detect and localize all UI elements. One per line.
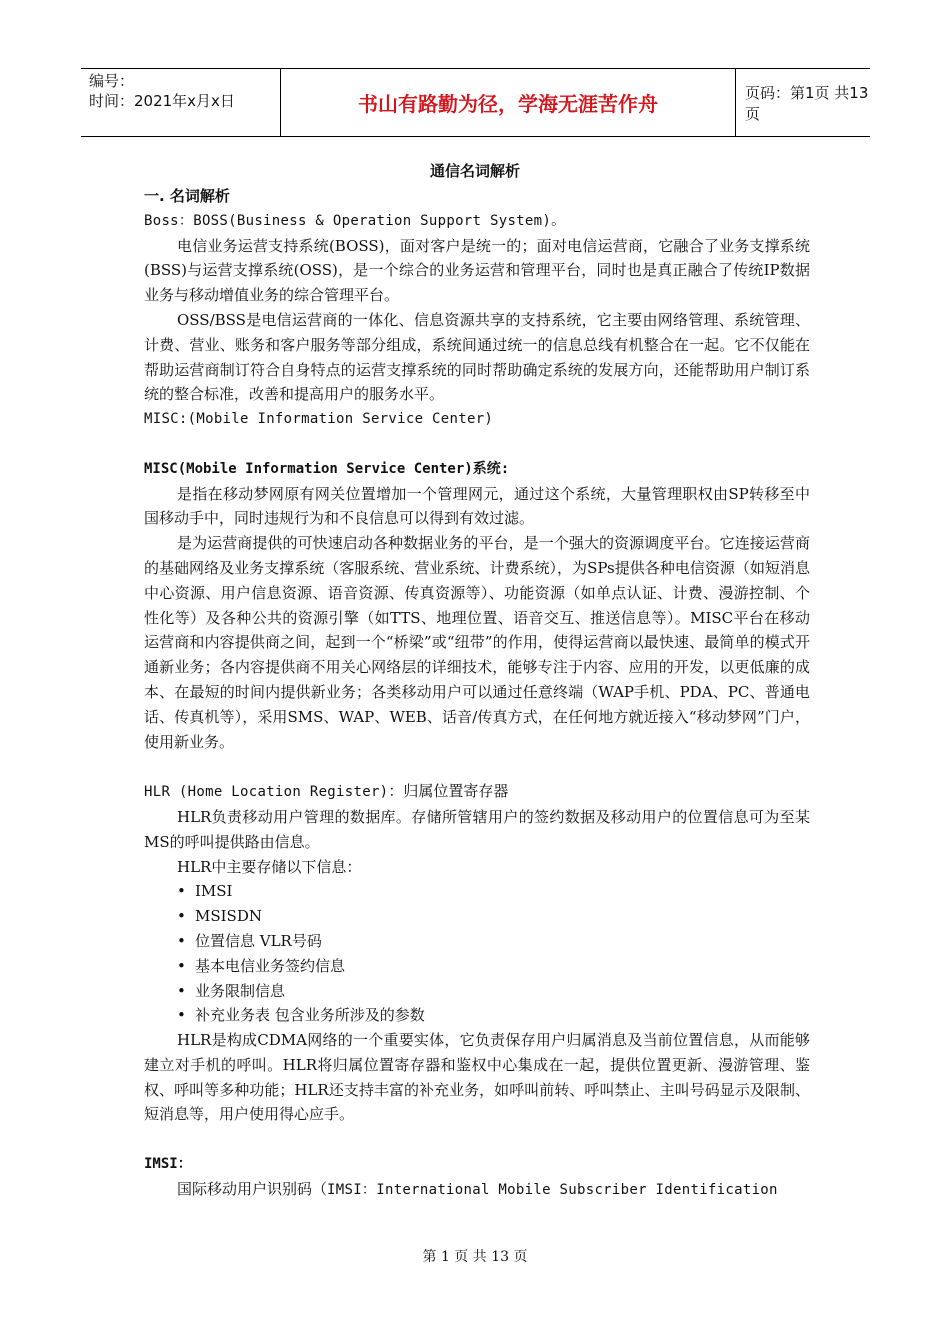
imsi-heading: IMSI： — [144, 1156, 192, 1173]
page-label: 页码：第1页 共13页 — [745, 83, 869, 123]
header-info-cell — [81, 69, 281, 136]
hlr-heading-en: HLR (Home Location Register) — [144, 784, 389, 801]
list-item: • IMSI — [177, 879, 810, 904]
imsi-paragraph-1 — [144, 1177, 810, 1203]
misc-line: MISC:(Mobile Information Service Center) — [144, 411, 494, 428]
number-label: 编号： — [89, 72, 135, 90]
boss-line: Boss：BOSS(Business & Operation Support System)。 — [144, 212, 566, 229]
misc-paragraph-1: 是指在移动梦网原有网关位置增加一个管理网元，通过这个系统，大量管理职权由SP转移至中国移动手中，同时违规行为和不良信息可以得到有效过滤。 — [144, 484, 810, 528]
imsi-paragraph-zh: 国际移动用户识别码（ — [177, 1179, 328, 1198]
list-item: • 补充业务表 包含业务所涉及的参数 — [177, 1003, 810, 1028]
hlr-paragraph-1: HLR负责移动用户管理的数据库。存储所管辖用户的签约数据及移动用户的位置信息可为至某MS的呼叫提供路由信息。 — [144, 807, 810, 851]
section-heading: 一. 名词解析 — [144, 187, 230, 205]
list-item: • 位置信息 VLR号码 — [177, 929, 810, 954]
boss-paragraph-1: 电信业务运营支持系统(BOSS)，面对客户是统一的；面对电信运营商，它融合了业务支撑系统(BSS)与运营支撑系统(OSS)，是一个综合的业务运营和管理平台，同时也是真正融合了传统IP数据业务与移动增值业务的综合管理平台。 — [144, 236, 810, 305]
hlr-heading — [144, 779, 810, 805]
imsi-paragraph-en: IMSI：International Mobile Subscriber Identification — [327, 1181, 778, 1198]
hlr-info-list — [144, 879, 810, 1028]
misc-heading: MISC(Mobile Information Service Center)系统: — [144, 460, 510, 477]
page-footer: 第 1 页 共 13 页 — [422, 1249, 528, 1265]
list-item: • 业务限制信息 — [177, 979, 810, 1004]
time-label: 时间：2021年x月x日 — [89, 92, 235, 110]
misc-paragraph-2: 是为运营商提供的可快速启动各种数据业务的平台，是一个强大的资源调度平台。它连接运营商的基础网络及业务支撑系统（客服系统、营业系统、计费系统），为SPs提供各种电信资源（如短消息中心资源、用户信息资源、语音资源、传真资源等）、功能资源（如单点认证、计费、漫游控制、个性化等）及各种公共的资源引擎（如TTS、地理位置、语音交互、推送信息等）。MISC平台在移动运营商和内容提供商之间，起到一个“桥梁”或“纽带”的作用，使得运营商以最快速、最简单的模式开通新业务；各内容提供商不用关心网络层的详细技术，能够专注于内容、应用的开发，以更低廉的成本、在最短的时间内提供新业务；各类移动用户可以通过任意终端（WAP手机、PDA、PC、普通电话、传真机等），采用SMS、WAP、WEB、话音/传真方式，在任何地方就近接入“移动梦网”门户，使用新业务。 — [144, 534, 810, 751]
hlr-heading-zh: ：归属位置寄存器 — [388, 782, 509, 801]
hlr-paragraph-2: HLR中主要存储以下信息： — [177, 857, 362, 876]
list-item: • MSISDN — [177, 904, 810, 929]
boss-paragraph-2: OSS/BSS是电信运营商的一体化、信息资源共享的支持系统，它主要由网络管理、系统管理、计费、营业、账务和客户服务等部分组成，系统间通过统一的信息总线有机整合在一起。它不仅能在帮助运营商制订符合自身特点的运营支撑系统的同时帮助确定系统的发展方向，还能帮助用户制订系统的整合标准，改善和提高用户的服务水平。 — [144, 310, 810, 404]
page-header — [81, 68, 870, 137]
document-body — [144, 184, 810, 1203]
hlr-paragraph-3: HLR是构成CDMA网络的一个重要实体，它负责保存用户归属消息及当前位置信息，从而能够建立对手机的呼叫。HLR将归属位置寄存器和鉴权中心集成在一起，提供位置更新、漫游管理、鉴权、呼叫等多种功能；HLR还支持丰富的补充业务，如呼叫前转、呼叫禁止、主叫号码显示及限制、短消息等，用户使用得心应手。 — [144, 1031, 810, 1124]
document-title: 通信名词解析 — [429, 162, 520, 180]
motto: 书山有路勤为径，学海无涯苦作舟 — [281, 69, 736, 136]
list-item: • 基本电信业务签约信息 — [177, 954, 810, 979]
